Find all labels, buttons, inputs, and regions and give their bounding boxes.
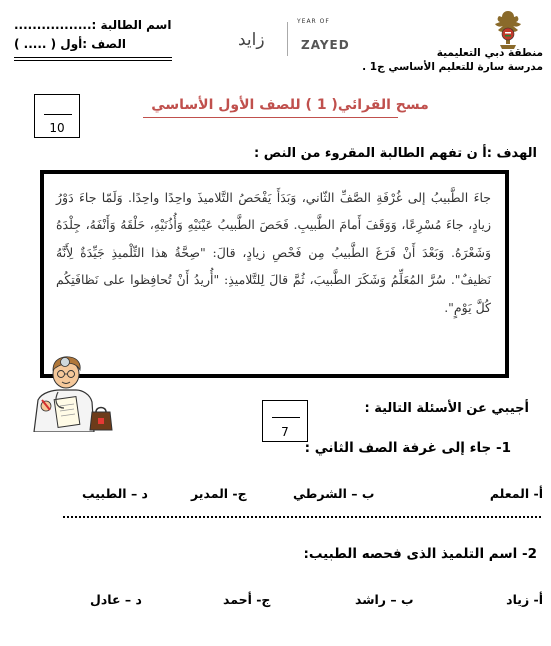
logo-divider <box>287 22 288 56</box>
question-1-option-a[interactable]: أ- المعلم <box>489 486 543 501</box>
reading-passage-box <box>40 170 509 378</box>
question-1-option-b[interactable]: ب – الشرطي <box>293 486 375 501</box>
question-1-option-c[interactable]: ج- المدير <box>191 486 247 501</box>
worksheet-title: مسح القرائي( 1 ) للصف الأول الأساسي <box>151 97 429 113</box>
score-box-questions <box>262 400 308 442</box>
worksheet-goal: الهدف :أ ن تفهم الطالبة المقروء من النص : <box>253 146 537 161</box>
question-2-option-b[interactable]: ب – راشد <box>355 592 414 607</box>
question-2-text: 2- اسم التلميذ الذى فحصه الطبيب: <box>303 546 537 562</box>
question-2-option-a[interactable]: أ- زياد <box>506 592 543 607</box>
question-separator <box>63 516 541 518</box>
score-box-total <box>34 94 80 138</box>
score-blank[interactable] <box>44 114 72 115</box>
authority-line2: مدرسة سارة للتعليم الأساسي ج1 . <box>362 60 543 73</box>
title-underline <box>143 117 398 118</box>
doctor-illustration-icon <box>20 348 115 432</box>
score-total: 10 <box>49 121 65 135</box>
student-name-field[interactable]: اسم الطالبة :................. <box>14 18 172 32</box>
zayed-logo-year: YEAR OF <box>297 18 330 25</box>
class-field[interactable]: الصف :أول ( ..... ) <box>14 37 126 51</box>
question-2-option-c[interactable]: ج- أحمد <box>223 592 271 607</box>
zayed-logo-arabic: زايد <box>238 30 265 50</box>
header-divider <box>14 60 172 62</box>
question-1-option-d[interactable]: د – الطبيب <box>82 486 148 501</box>
question-2-option-d[interactable]: د – عادل <box>90 592 142 607</box>
uae-emblem-icon <box>491 8 525 50</box>
score-questions: 7 <box>281 425 289 439</box>
authority-line1: منطقة دبي التعليمية <box>436 47 543 59</box>
question-1-text: 1- جاء إلى غرفة الصف الثاني : <box>304 440 511 456</box>
zayed-logo-english: ZAYED <box>301 38 350 52</box>
reading-passage: جاءَ الطَّبيبُ إلى غُرْفَةِ الصَّفِّ الثّاني، وَبَدَأَ يَفْحَصُ التَّلاميذَ واحِدًا واحِدًا. وَلَمّا جاءَ دَوْرُ زيادٍ، جاءَ مُسْرِعًا، وَوَقَفَ أَمامَ الطَّبيبِ. فَحَصَ الطَّبيبُ عَيْنَيْهِ وَأُذُنَيْهِ، حَلْقَهُ وَأَنْفَهُ، جِلْدَهُ وَشَعْرَهُ. وَبَعْدَ أَنْ فَرَغَ الطَّبيبُ مِن فَحْصِ زيادٍ، قالَ: "صِحَّةُ هذا التِّلْميذِ جَيِّدَةٌ لِأَنَّهُ نَظيفٌ". سُرَّ المُعَلِّمُ وَشَكَرَ الطَّبيبَ، ثُمَّ قالَ لِلتَّلاميذِ: "أُريدُ أَنْ تُحافِظوا على نَظافَتِكُم كُلَّ يَوْمٍ". <box>56 190 491 315</box>
questions-instruction: أجيبي عن الأسئلة التالية : <box>364 401 529 416</box>
header-divider <box>14 57 172 59</box>
school-authority <box>362 47 543 74</box>
score-blank[interactable] <box>272 417 300 418</box>
